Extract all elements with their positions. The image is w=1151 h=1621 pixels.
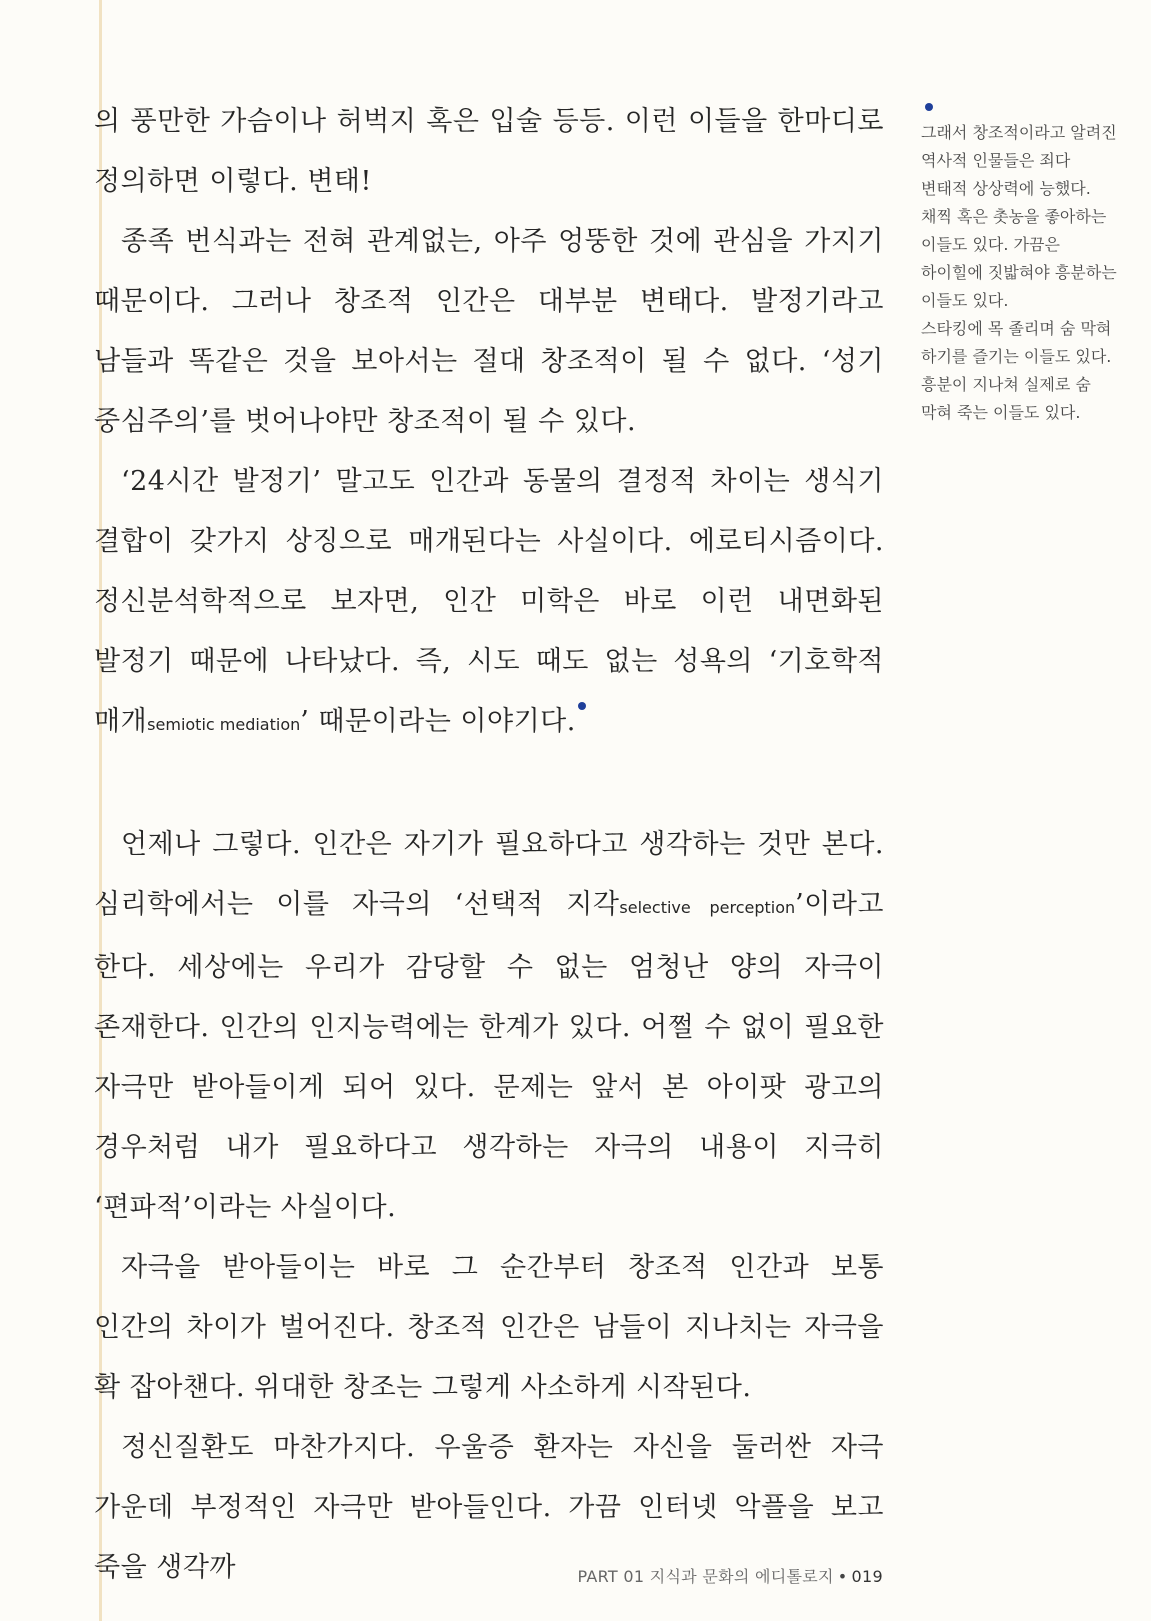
footnote-marker-icon	[578, 702, 586, 710]
side-note	[921, 103, 1121, 427]
side-note-text-2: 스타킹에 목 졸리며 숨 막혀 하기를 즐기는 이들도 있다. 흥분이 지나쳐 실제로 숨 막혀 죽는 이들도 있다.	[921, 319, 1112, 422]
paragraph-4-text-b: ’이라고 한다. 세상에는 우리가 감당할 수 없는 엄청난 양의 자극이 존재한다. 인간의 인지능력에는 한계가 있다. 어쩔 수 없이 필요한 자극만 받아들이게 되어 있다. 문제는 앞서 본 아이팟 광고의 경우처럼 내가 필요하다고 생각하는 자극의 내용이 지극히 ‘편파적’이라는 사실이다.	[94, 889, 884, 1223]
paragraph-6: 정신질환도 마찬가지다. 우울증 환자는 자신을 둘러싼 자극 가운데 부정적인 자극만 받아들인다. 가끔 인터넷 악플을 보고 죽을 생각까	[94, 1432, 884, 1583]
paragraph-3	[94, 452, 884, 755]
paragraph-5: 자극을 받아들이는 바로 그 순간부터 창조적 인간과 보통 인간의 차이가 벌어진다. 창조적 인간은 남들이 지나치는 자극을 확 잡아챈다. 위대한 창조는 그렇게 사소하게 시작된다.	[94, 1252, 884, 1403]
english-term-selective-perception: selective perception	[619, 898, 796, 917]
main-body-text	[94, 92, 884, 1598]
paragraph-3-text-a: ‘24시간 발정기’ 말고도 인간과 동물의 결정적 차이는 생식기 결합이 갖가지 상징으로 매개된다는 사실이다. 에로티시즘이다. 정신분석학적으로 보자면, 인간 미학은 바로 이런 내면화된 발정기 때문에 나타났다. 즉, 시도 때도 없는 성욕의 ‘기호학적 매개	[94, 466, 884, 737]
paragraph-1: 의 풍만한 가슴이나 허벅지 혹은 입술 등등. 이런 이들을 한마디로 정의하면 이렇다. 변태!	[94, 106, 884, 197]
footer-part: PART 01	[577, 1567, 645, 1586]
footer-chapter-title: 지식과 문화의 에디톨로지	[649, 1567, 834, 1586]
paragraph-4	[94, 815, 884, 1238]
footer-separator: •	[837, 1567, 848, 1586]
english-term-semiotic-mediation: semiotic mediation	[147, 715, 301, 734]
paragraph-4-text-a: 언제나 그렇다. 인간은 자기가 필요하다고 생각하는 것만 본다. 심리학에서는 이를 자극의 ‘선택적 지각	[94, 829, 884, 920]
page-number: 019	[851, 1567, 883, 1586]
paragraph-2: 종족 번식과는 전혀 관계없는, 아주 엉뚱한 것에 관심을 가지기 때문이다. 그러나 창조적 인간은 대부분 변태다. 발정기라고 남들과 똑같은 것을 보아서는 절대 창조적이 될 수 없다. ‘성기 중심주의’를 벗어나야만 창조적이 될 수 있다.	[94, 226, 884, 437]
paragraph-3-text-b: ’ 때문이라는 이야기다.	[300, 706, 576, 737]
side-note-text-1: 그래서 창조적이라고 알려진 역사적 인물들은 죄다 변태적 상상력에 능했다. 채찍 혹은 촛농을 좋아하는 이들도 있다. 가끔은 하이힐에 짓밟혀야 흥분하는 이들도 있다.	[921, 123, 1117, 310]
side-note-marker-icon	[925, 103, 933, 111]
page-footer	[577, 1564, 883, 1587]
